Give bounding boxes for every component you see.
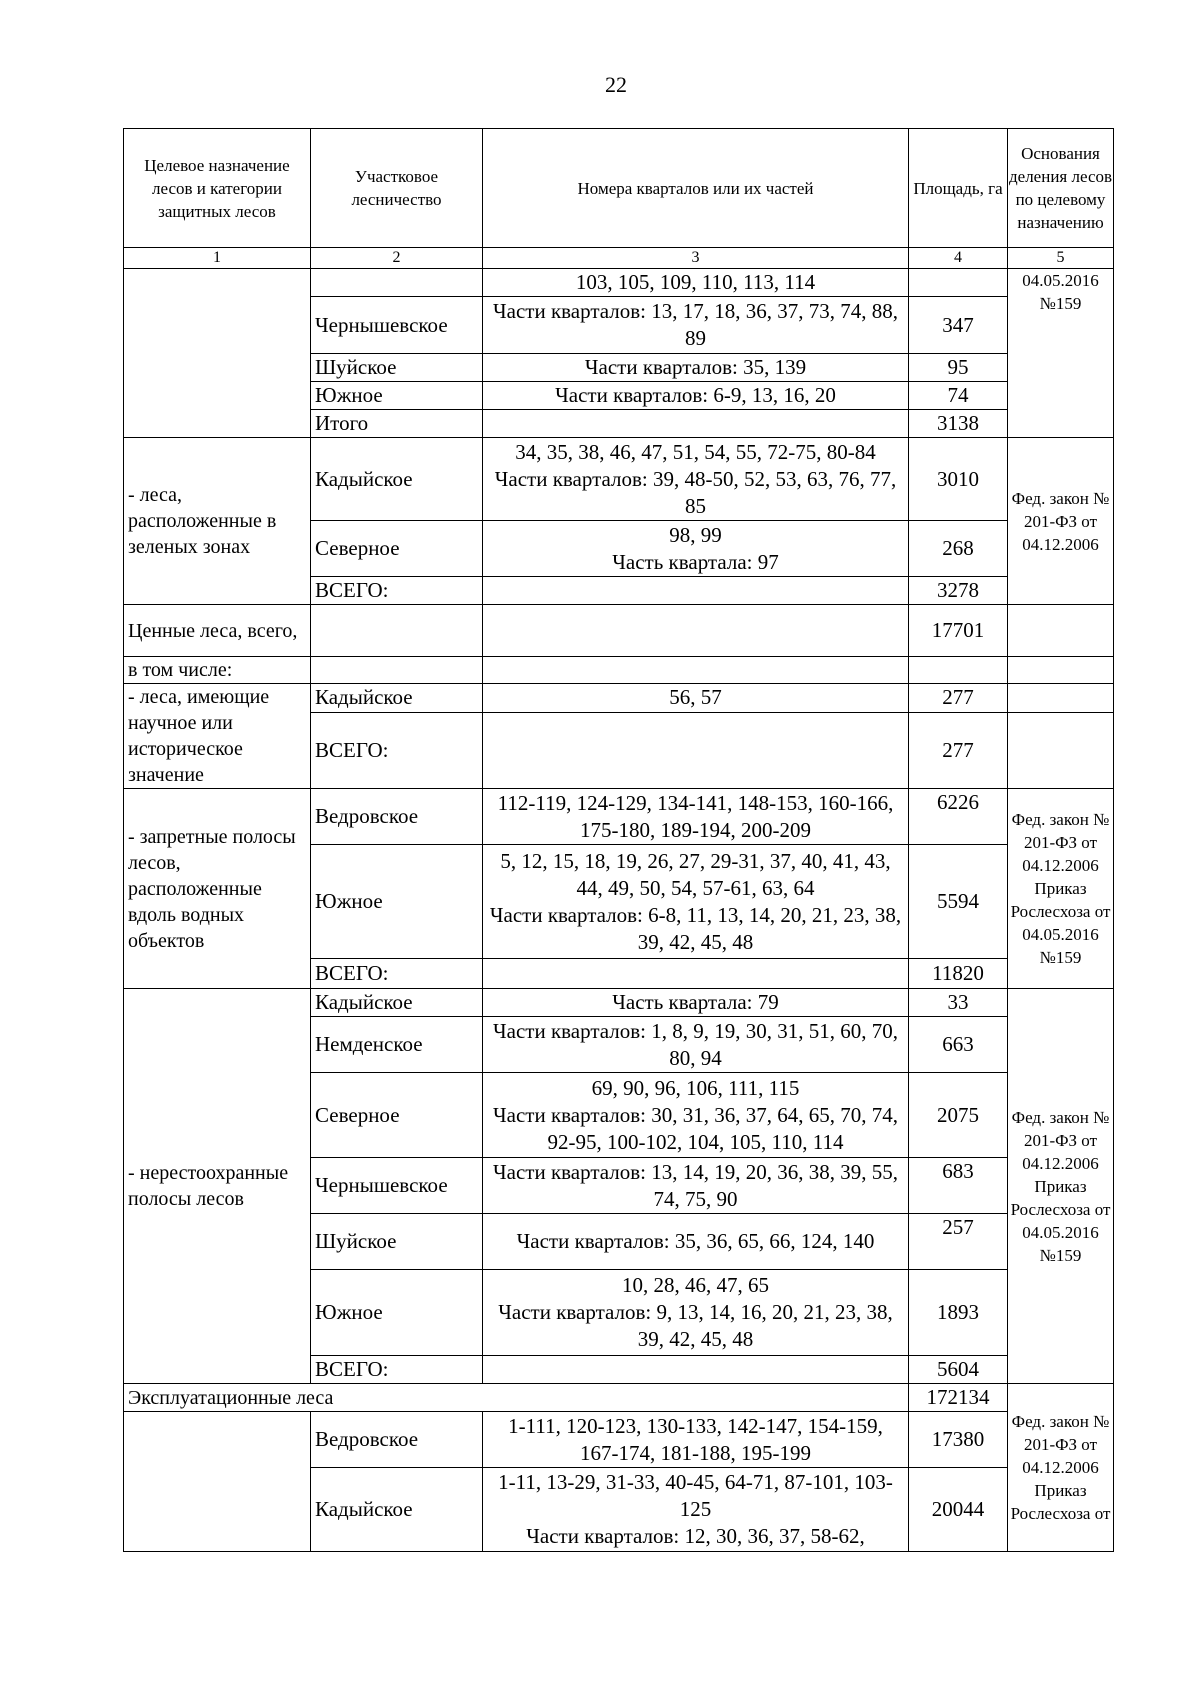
quarters-cell: 56, 57 [483,684,909,713]
basis-cell-empty [1008,684,1114,713]
district-cell: Южное [311,845,483,959]
district-cell-empty [311,657,483,684]
category-green-zones: - леса, расположенные в зеленых зонах [124,438,311,605]
area-cell: 11820 [909,959,1008,989]
area-cell: 17380 [909,1412,1008,1468]
district-cell: Северное [311,1073,483,1158]
quarters-cell [483,521,909,577]
district-cell: Чернышевское [311,297,483,354]
district-cell: Кадыйское [311,1468,483,1552]
area-cell: 33 [909,989,1008,1017]
area-cell: 2075 [909,1073,1008,1158]
area-cell: 1893 [909,1270,1008,1356]
quarters-cell: Части кварталов: 35, 36, 65, 66, 124, 140 [483,1214,909,1270]
basis-cell: 04.05.2016 №159 [1008,269,1114,438]
quarters-cell [483,845,909,959]
area-cell: 20044 [909,1468,1008,1552]
column-number: 3 [483,248,909,269]
quarters-cell-empty [483,1356,909,1384]
quarters-line: Части кварталов: 6-8, 11, 13, 14, 20, 21, 23, 38, 39, 42, 45, 48 [489,902,902,954]
quarters-cell: Часть квартала: 79 [483,989,909,1017]
category-prohibited-strips: - запретные полосы лесов, расположенные вдоль водных объектов [124,789,311,989]
district-cell: Шуйское [311,1214,483,1270]
area-cell-empty [909,657,1008,684]
area-cell: 5604 [909,1356,1008,1384]
header-quarters: Номера кварталов или их частей [483,129,909,248]
category-including: в том числе: [124,657,311,684]
basis-cell: Фед. закон № 201-ФЗ от 04.12.2006 [1008,438,1114,605]
quarters-line: 69, 90, 96, 106, 111, 115 [591,1075,800,1100]
district-cell-empty [311,605,483,657]
forest-purpose-table [123,128,1114,1552]
quarters-cell: 103, 105, 109, 110, 113, 114 [483,269,909,297]
quarters-line: Части кварталов: 9, 13, 14, 16, 20, 21, 23, 38, 39, 42, 45, 48 [498,1300,893,1351]
header-area: Площадь, га [909,129,1008,248]
quarters-cell: 1-111, 120-123, 130-133, 142-147, 154-159, 167-174, 181-188, 195-199 [483,1412,909,1468]
quarters-line: 10, 28, 46, 47, 65 [622,1273,769,1297]
district-cell: Шуйское [311,354,483,382]
quarters-line: 1-11, 13-29, 31-33, 40-45, 64-71, 87-101, 103-125 [498,1470,893,1521]
quarters-line: 34, 35, 38, 46, 47, 51, 54, 55, 72-75, 80-84 [515,439,876,464]
district-cell: Чернышевское [311,1158,483,1214]
area-cell: 277 [909,684,1008,713]
header-district: Участковое лесничество [311,129,483,248]
column-number: 5 [1008,248,1114,269]
area-cell: 347 [909,297,1008,354]
column-number: 4 [909,248,1008,269]
quarters-cell [483,438,909,521]
header-basis: Основания деления лесов по целевому назначению [1008,129,1114,248]
page-number: 22 [605,72,627,97]
quarters-cell-empty [483,410,909,438]
category-cell-empty [124,269,311,438]
quarters-cell: Части кварталов: 13, 14, 19, 20, 36, 38, 39, 55, 74, 75, 90 [483,1158,909,1214]
quarters-cell: 112-119, 124-129, 134-141, 148-153, 160-166, 175-180, 189-194, 200-209 [483,789,909,845]
category-cell-empty [124,1412,311,1552]
district-cell: Кадыйское [311,438,483,521]
basis-cell: Фед. закон № 201-ФЗ от 04.12.2006 Приказ Рослесхоза от 04.05.2016 №159 [1008,789,1114,989]
quarters-line: Части кварталов: 30, 31, 36, 37, 64, 65, 70, 74, 92-95, 100-102, 104, 105, 110, 114 [492,1102,898,1154]
district-cell: Кадыйское [311,989,483,1017]
quarters-line: Часть квартала: 97 [612,549,779,574]
area-cell: 3278 [909,577,1008,605]
quarters-line: 5, 12, 15, 18, 19, 26, 27, 29-31, 37, 40, 41, 43, 44, 49, 50, 54, 57-61, 63, 64 [500,848,891,900]
district-cell: Южное [311,382,483,410]
total-label: ВСЕГО: [311,712,483,788]
area-cell: 277 [909,712,1008,788]
total-label: ВСЕГО: [311,577,483,605]
area-cell: 3010 [909,438,1008,521]
quarters-line: Части кварталов: 12, 30, 36, 37, 58-62, [526,1524,865,1548]
district-cell: Ведровское [311,789,483,845]
quarters-cell [483,1468,909,1552]
area-cell: 74 [909,382,1008,410]
area-cell-empty [909,269,1008,297]
category-exploitation: Эксплуатационные леса [124,1384,909,1412]
basis-cell-empty [1008,605,1114,657]
district-cell: Кадыйское [311,684,483,713]
district-cell: Немденское [311,1017,483,1073]
quarters-cell-empty [483,577,909,605]
category-spawning-strips: - нерестоохранные полосы лесов [124,989,311,1384]
quarters-cell: Части кварталов: 13, 17, 18, 36, 37, 73, 74, 88, 89 [483,297,909,354]
area-cell: 95 [909,354,1008,382]
area-cell: 268 [909,521,1008,577]
quarters-cell [483,1073,909,1158]
quarters-line: Части кварталов: 39, 48-50, 52, 53, 63, 76, 77, 85 [494,466,897,518]
area-cell: 683 [909,1158,1008,1214]
quarters-cell: Части кварталов: 1, 8, 9, 19, 30, 31, 51, 60, 70, 80, 94 [483,1017,909,1073]
area-cell: 663 [909,1017,1008,1073]
district-cell: Ведровское [311,1412,483,1468]
area-cell: 257 [909,1214,1008,1270]
category-scientific: - леса, имеющие научное или историческое значение [124,684,311,789]
area-cell: 172134 [909,1384,1008,1412]
quarters-cell-empty [483,605,909,657]
subtotal-label: Итого [311,410,483,438]
quarters-cell-empty [483,657,909,684]
total-label: ВСЕГО: [311,959,483,989]
area-cell: 3138 [909,410,1008,438]
header-purpose: Целевое назначение лесов и категории защитных лесов [124,129,311,248]
quarters-cell-empty [483,712,909,788]
basis-cell: Фед. закон № 201-ФЗ от 04.12.2006 Приказ Рослесхоза от [1008,1384,1114,1552]
area-cell: 17701 [909,605,1008,657]
column-number: 1 [124,248,311,269]
total-label: ВСЕГО: [311,1356,483,1384]
basis-cell-empty [1008,657,1114,684]
quarters-cell [483,1270,909,1356]
quarters-cell: Части кварталов: 35, 139 [483,354,909,382]
column-number: 2 [311,248,483,269]
district-cell: Северное [311,521,483,577]
district-cell-empty [311,269,483,297]
area-cell: 5594 [909,845,1008,959]
quarters-line: 98, 99 [669,522,722,547]
category-valuable: Ценные леса, всего, [124,605,311,657]
basis-cell-empty [1008,712,1114,788]
district-cell: Южное [311,1270,483,1356]
area-cell: 6226 [909,789,1008,845]
quarters-cell-empty [483,959,909,989]
quarters-cell: Части кварталов: 6-9, 13, 16, 20 [483,382,909,410]
basis-cell: Фед. закон № 201-ФЗ от 04.12.2006 Приказ Рослесхоза от 04.05.2016 №159 [1008,989,1114,1384]
